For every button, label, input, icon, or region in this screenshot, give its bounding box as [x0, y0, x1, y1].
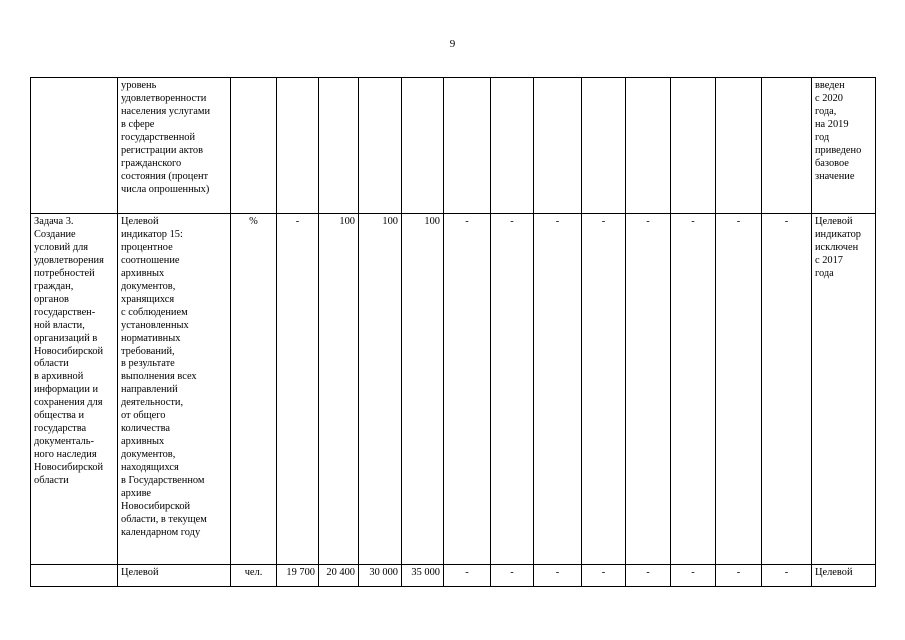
note-cell: Целевой: [812, 565, 876, 587]
value-cell: -: [671, 214, 716, 565]
value-cell: [762, 78, 812, 214]
value-cell: -: [491, 565, 534, 587]
unit-cell: чел.: [231, 565, 277, 587]
value-cell: -: [534, 214, 582, 565]
value-cell: -: [626, 214, 671, 565]
value-cell: [319, 78, 359, 214]
value-cell: -: [582, 565, 626, 587]
page-number: 9: [449, 38, 456, 50]
value-cell: [491, 78, 534, 214]
table-row: [31, 565, 876, 587]
value-cell: [716, 78, 762, 214]
value-cell: -: [444, 565, 491, 587]
value-cell: [277, 78, 319, 214]
value-cell: 20 400: [319, 565, 359, 587]
value-cell: [671, 78, 716, 214]
task-cell: [31, 565, 118, 587]
value-cell: -: [491, 214, 534, 565]
value-cell: 35 000: [402, 565, 444, 587]
value-cell: -: [762, 565, 812, 587]
table-row: [31, 78, 876, 214]
value-cell: 19 700: [277, 565, 319, 587]
note-cell: Целевой индикатор исключен с 2017 года: [812, 214, 876, 565]
note-cell: введен с 2020 года, на 2019 год приведено базовое значение: [812, 78, 876, 214]
indicator-name-cell: уровень удовлетворенности населения услугами в сфере государственной регистрации актов гражданского состояния (процент числа опрошенных): [118, 78, 231, 214]
indicator-table: [30, 77, 876, 587]
task-cell: [31, 78, 118, 214]
value-cell: -: [534, 565, 582, 587]
value-cell: 100: [319, 214, 359, 565]
value-cell: -: [671, 565, 716, 587]
unit-cell: %: [231, 214, 277, 565]
value-cell: [402, 78, 444, 214]
value-cell: -: [716, 565, 762, 587]
task-cell: Задача 3. Создание условий для удовлетворения потребностей граждан, органов государствен- ной власти, организаций в Новосибирской области в архивной информации и сохранения для общества и государства документаль- ного наследия Новосибирской области: [31, 214, 118, 565]
value-cell: 100: [359, 214, 402, 565]
unit-cell: [231, 78, 277, 214]
value-cell: [444, 78, 491, 214]
value-cell: -: [762, 214, 812, 565]
indicator-name-cell: Целевой индикатор 15: процентное соотношение архивных документов, хранящихся с соблюдением установленных нормативных требований, в результате выполнения всех направлений деятельности, от общего количества архивных документов, находящихся в Государственном архиве Новосибирской области, в текущем календарном году: [118, 214, 231, 565]
value-cell: -: [626, 565, 671, 587]
value-cell: 30 000: [359, 565, 402, 587]
indicator-name-cell: Целевой: [118, 565, 231, 587]
value-cell: 100: [402, 214, 444, 565]
value-cell: -: [582, 214, 626, 565]
value-cell: -: [716, 214, 762, 565]
value-cell: [626, 78, 671, 214]
value-cell: -: [444, 214, 491, 565]
value-cell: [359, 78, 402, 214]
value-cell: [582, 78, 626, 214]
table-row: [31, 214, 876, 565]
value-cell: [534, 78, 582, 214]
value-cell: -: [277, 214, 319, 565]
